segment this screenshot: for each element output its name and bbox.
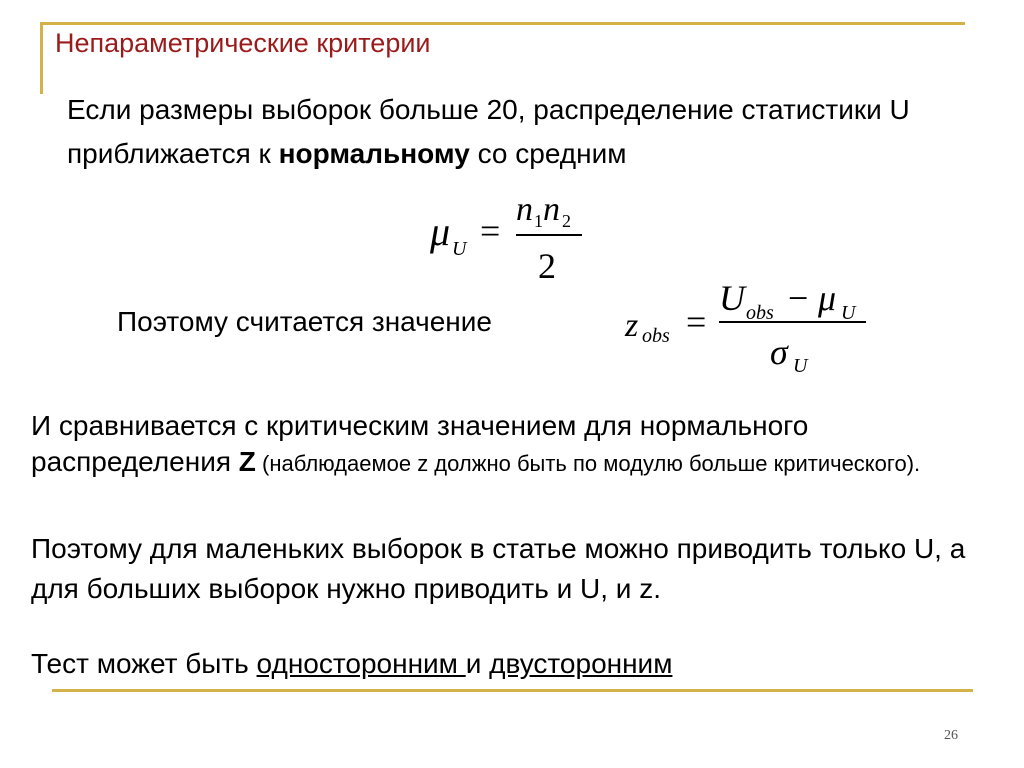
considered-text: Поэтому считается значение xyxy=(117,306,492,337)
intro-text-start: Если размеры выборок больше 20, распределение статистики U приближается к xyxy=(67,94,910,169)
z-subscript: obs xyxy=(642,325,670,347)
left-accent-line xyxy=(40,22,43,94)
sigma-symbol: σ xyxy=(770,332,788,372)
compare-text: И сравнивается с критическим значением для нормального распределения xyxy=(31,410,809,477)
compare-z-letter: Z xyxy=(238,446,256,477)
equals-sign: = xyxy=(480,211,501,251)
test-text-start: Тест может быть xyxy=(31,648,257,679)
mu-symbol: μ xyxy=(430,209,451,254)
formula-mean xyxy=(420,190,620,290)
test-sides-line xyxy=(31,648,672,680)
equals-sign-z: = xyxy=(686,302,707,342)
bottom-accent-line xyxy=(52,689,973,692)
slide-title: Непараметрические критерии xyxy=(55,28,431,58)
compare-note: (наблюдаемое z должно быть по модулю больше критического). xyxy=(255,451,921,476)
intro-bold-word: нормальному xyxy=(278,138,470,169)
u-obs-subscript: obs xyxy=(746,302,774,324)
n1-symbol: n xyxy=(516,191,533,228)
compare-paragraph xyxy=(31,408,1001,482)
intro-paragraph xyxy=(67,88,987,176)
small-samples-paragraph: Поэтому для маленьких выборок в статье можно приводить только U, а для больших выборок нужно приводить и U, и z. xyxy=(31,533,966,604)
one-sided-link[interactable]: односторонним xyxy=(256,648,466,679)
minus-sign: − xyxy=(788,278,809,318)
page-number: 26 xyxy=(944,728,958,743)
n2-subscript: 2 xyxy=(562,211,571,231)
top-accent-line xyxy=(40,22,965,25)
test-and-word: и xyxy=(465,648,490,679)
n2-symbol: n xyxy=(543,191,560,228)
n1-subscript: 1 xyxy=(534,211,543,231)
mu-u-subscript: U xyxy=(841,302,856,324)
formula-z xyxy=(620,278,880,383)
denominator: 2 xyxy=(538,246,556,286)
mu-subscript: U xyxy=(452,238,467,260)
two-sided-link[interactable]: двусторонним xyxy=(489,648,673,679)
z-symbol: z xyxy=(625,307,639,344)
sigma-subscript: U xyxy=(793,355,808,377)
intro-text-end: со средним xyxy=(469,138,627,169)
mu-u-symbol: μ xyxy=(818,278,837,318)
u-obs-symbol: U xyxy=(719,278,745,318)
